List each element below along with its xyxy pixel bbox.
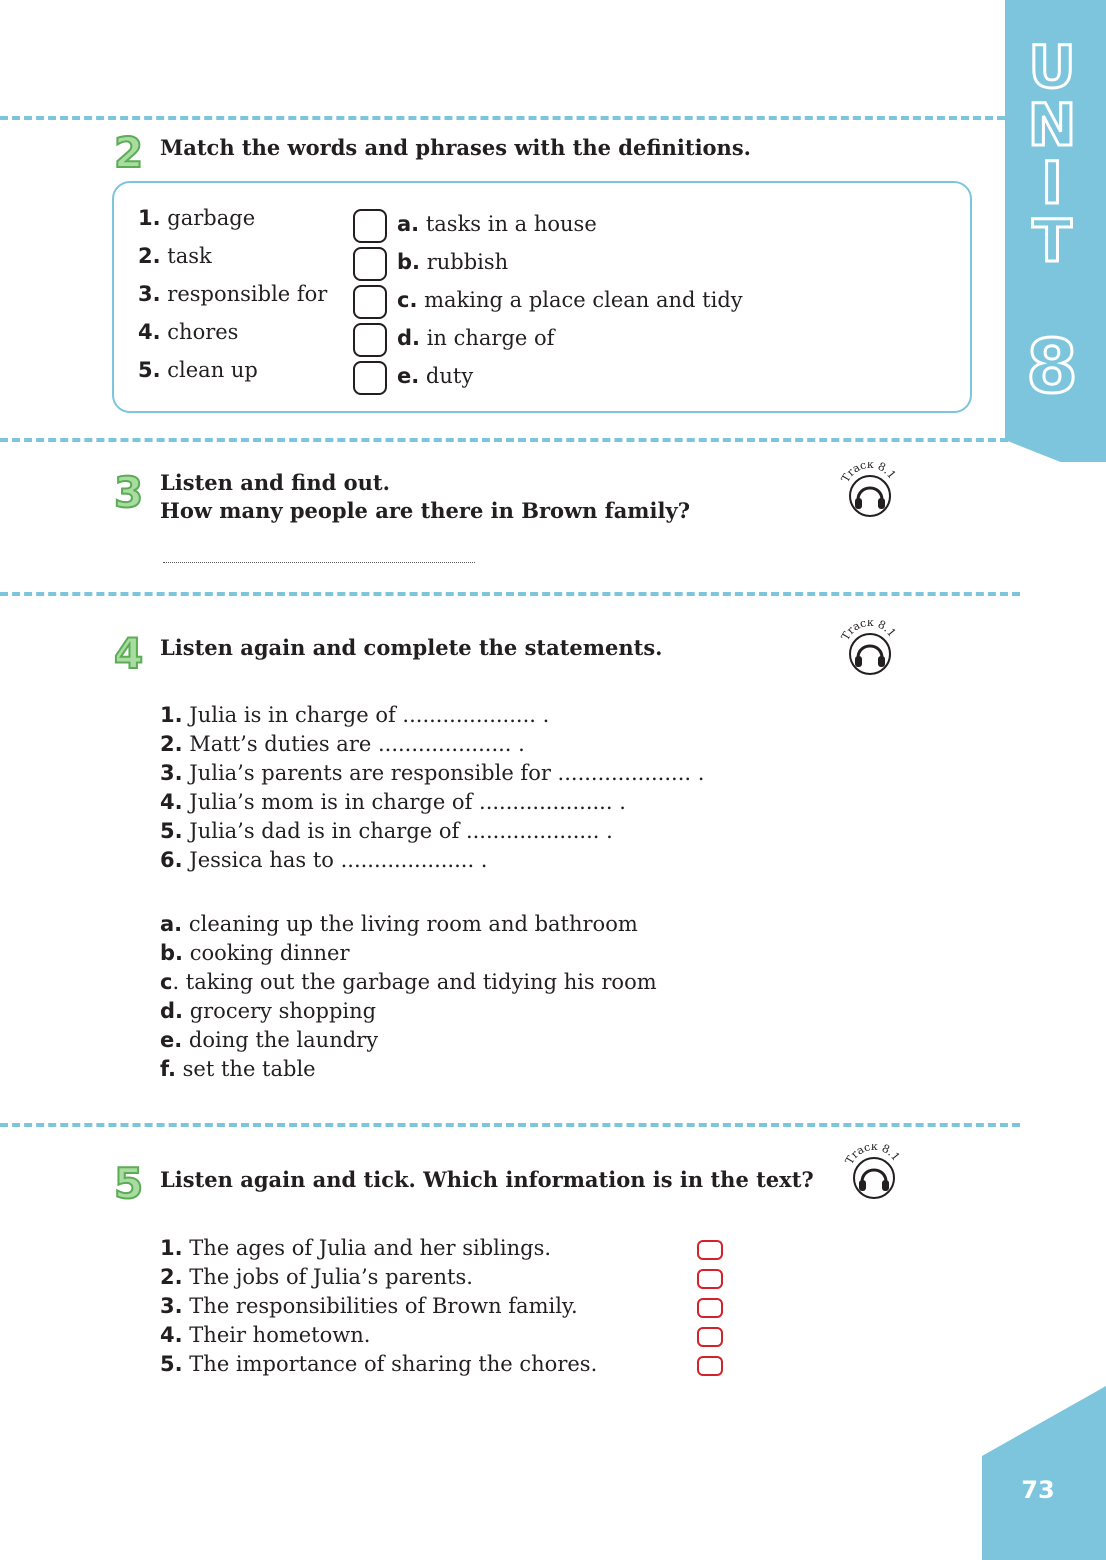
track-label: Track 8.1: [838, 462, 899, 485]
tick-item-4: 4. Their hometown.: [160, 1323, 371, 1347]
definition-c: c. making a place clean and tidy: [397, 288, 743, 312]
exercise-3-line-2: How many people are there in Brown family?: [160, 498, 690, 523]
definition-d: d. in charge of: [397, 326, 555, 350]
tick-box-2[interactable]: [697, 1269, 723, 1289]
option-e: e. doing the laundry: [160, 1028, 379, 1052]
match-box-2[interactable]: [353, 247, 387, 281]
option-d: d. grocery shopping: [160, 999, 377, 1023]
word-item-2: 2. task: [138, 244, 212, 268]
unit-letter-i: I: [1041, 149, 1063, 217]
tick-box-4[interactable]: [697, 1327, 723, 1347]
statement-4: 4. Julia’s mom is in charge of .................... .: [160, 790, 626, 814]
word-item-5: 5. clean up: [138, 358, 258, 382]
exercise-3-line-1: Listen and find out.: [160, 470, 390, 495]
definition-e: e. duty: [397, 364, 474, 388]
track-label: Track 8.1: [838, 620, 899, 643]
definition-b: b. rubbish: [397, 250, 509, 274]
statement-6: 6. Jessica has to .................... .: [160, 848, 488, 872]
option-f: f. set the table: [160, 1057, 316, 1081]
track-label: Track 8.1: [842, 1144, 903, 1167]
svg-text:Track 8.1: [839, 620, 899, 643]
tick-box-5[interactable]: [697, 1356, 723, 1376]
unit-letter-t: T: [1032, 207, 1072, 275]
option-b: b. cooking dinner: [160, 941, 350, 965]
tick-item-1: 1. The ages of Julia and her siblings.: [160, 1236, 552, 1260]
word-item-1: 1. garbage: [138, 206, 256, 230]
match-box-3[interactable]: [353, 285, 387, 319]
tick-item-2: 2. The jobs of Julia’s parents.: [160, 1265, 473, 1289]
tick-item-5: 5. The importance of sharing the chores.: [160, 1352, 598, 1376]
exercise-5-number: 5: [114, 1159, 144, 1208]
definition-a: a. tasks in a house: [397, 212, 597, 236]
page-number: 73: [1021, 1476, 1055, 1504]
svg-text:Track 8.1: [843, 1144, 903, 1167]
exercise-4-number: 4: [114, 629, 144, 678]
exercise-4-instruction: Listen again and complete the statements.: [160, 635, 663, 660]
unit-number: 8: [1026, 324, 1078, 410]
page-number-tab: [982, 1386, 1106, 1560]
option-a: a. cleaning up the living room and bathroom: [160, 912, 638, 936]
separator-top: [0, 116, 1005, 120]
separator-2: [0, 438, 1020, 442]
statement-3: 3. Julia’s parents are responsible for .................... .: [160, 761, 705, 785]
tick-box-1[interactable]: [697, 1240, 723, 1260]
match-box-1[interactable]: [353, 209, 387, 243]
exercise-3-answer-line[interactable]: [163, 562, 475, 563]
headphones-icon: [842, 1144, 906, 1204]
headphones-icon: [838, 620, 902, 680]
separator-3: [0, 592, 1020, 596]
separator-4: [0, 1123, 1020, 1127]
exercise-5-instruction: Listen again and tick. Which information is in the text?: [160, 1167, 814, 1192]
headphones-icon: [838, 462, 902, 522]
exercise-2-instruction: Match the words and phrases with the definitions.: [160, 135, 751, 160]
statement-2: 2. Matt’s duties are .................... .: [160, 732, 525, 756]
option-c: c. taking out the garbage and tidying his room: [160, 970, 657, 994]
tick-item-3: 3. The responsibilities of Brown family.: [160, 1294, 578, 1318]
word-item-4: 4. chores: [138, 320, 239, 344]
word-item-3: 3. responsible for: [138, 282, 328, 306]
tick-box-3[interactable]: [697, 1298, 723, 1318]
statement-1: 1. Julia is in charge of .................... .: [160, 703, 550, 727]
match-box-4[interactable]: [353, 323, 387, 357]
unit-letter-n: N: [1027, 91, 1077, 159]
exercise-2-number: 2: [114, 128, 144, 177]
match-box-5[interactable]: [353, 361, 387, 395]
statement-5: 5. Julia’s dad is in charge of .................... .: [160, 819, 613, 843]
unit-letter-u: U: [1028, 33, 1076, 101]
svg-text:Track 8.1: [839, 462, 899, 485]
exercise-3-number: 3: [114, 468, 144, 517]
